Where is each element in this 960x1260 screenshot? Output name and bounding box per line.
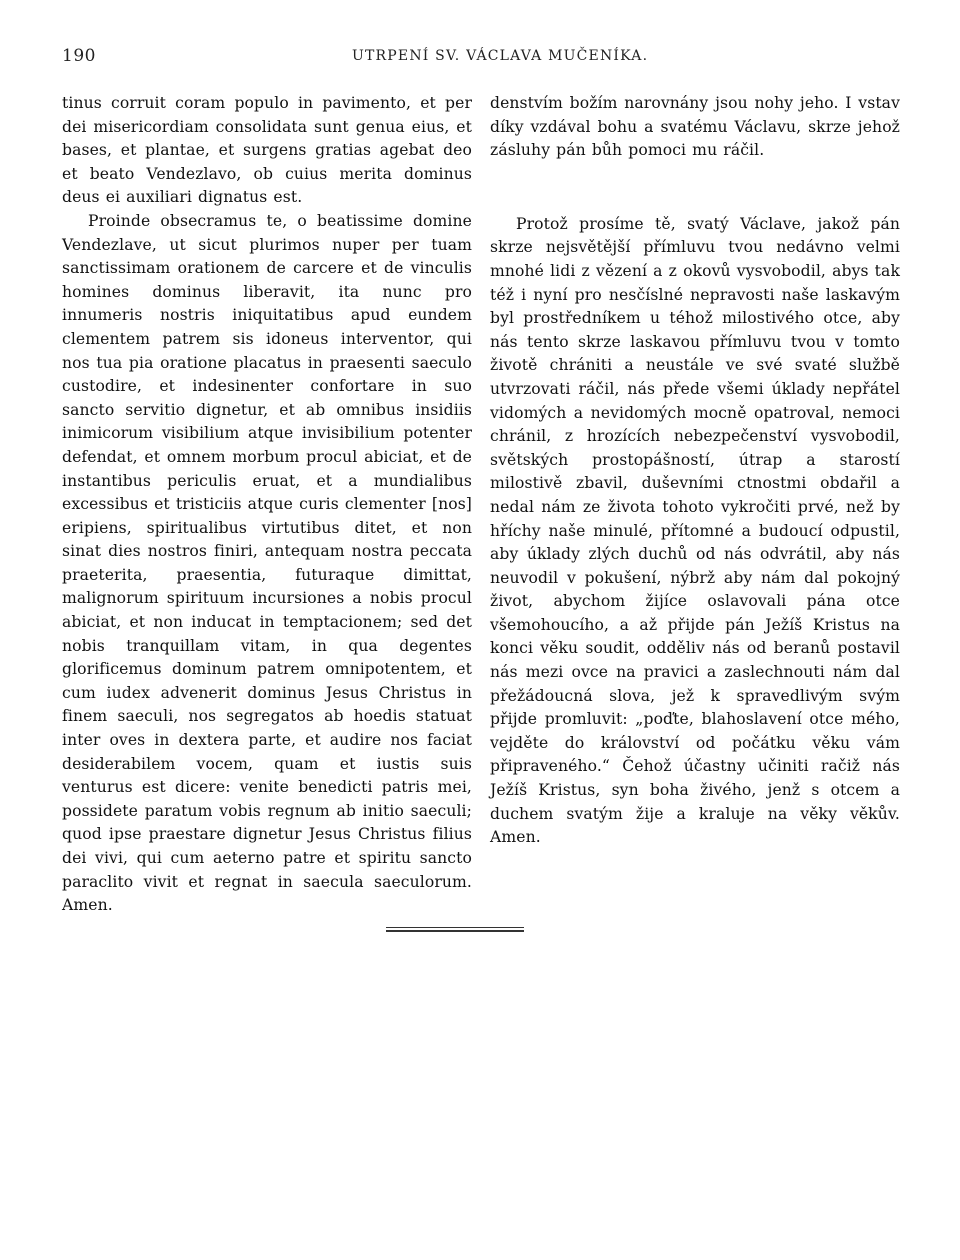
czech-paragraph-1: denstvím božím narovnány jsou nohy jeho. I vstav díky vzdával bohu a svatému Václavu, skrze jehož zásluhy pán bůh pomoci mu ráčil. xyxy=(490,94,900,160)
czech-paragraph-2: Protož prosíme tě, svatý Václave, jakož pán skrze nejsvětější přímluvu tvou nedávno velmi mnohé lidi z vězení a z okovů vysvobodil, abys tak též i nyní pro nesčíslné nepravosti naše laskavým byl prostředníkem u téhož milostivého otce, aby nás tento skrze laskavou přímluvu tvou v tomto životě chrániti a neustále ve své svaté službě utvrzovati ráčil, nás přede všemi úklady nepřátel vidomých a nevidomých mocně opatroval, nemoci chránil, z hrozících nebezpečenství vysvobodil, světských prostopášností, útrap a starostí milostivě zbavil, duševními ctnostmi obdařil a nedal nám ze života tohoto vykročiti prvé, než by hříchy naše minulé, přítomné a budoucí odpustil, aby úklady zlých duchů od nás odvrátil, aby nás neuvodil v pokušení, nýbrž aby nám dal pokojný život, abychom žijíce oslavovali pána otce všemohoucího, a až přijde pán Ježíš Kristus na konci věku soudit, odděliv nás od beranů postavil nás mezi ovce na pravici a zaslechnouti nám dal přežádoucná slova, jež k spravedlivým svým přijde promluvit: „poďte, blahoslavení otce mého, vejděte do království od počátku věku vám připraveného.“ Čehož účastny učiniti račiž nás Ježíš Kristus, syn boha živého, jenž s otcem a duchem svatým žije a kraluje na věky věkův. Amen. xyxy=(490,214,900,847)
latin-text-column xyxy=(62,92,472,918)
end-rule-thick xyxy=(386,930,524,932)
czech-text-column xyxy=(490,92,900,850)
page-header xyxy=(62,46,900,70)
paragraph-gap xyxy=(490,163,900,213)
running-title: UTRPENÍ SV. VÁCLAVA MUČENÍKA. xyxy=(352,48,649,64)
latin-paragraph-2: Proinde obsecramus te, o beatissime domine Vendezlave, ut sicut plurimos nuper per tuam sanctissimam orationem de carcere et de vinculis homines dominus liberavit, ita nunc pro innumeris nostris iniquitatibus apud eundem clementem patrem sis idoneus interventor, qui nos tua pia oratione placatus in praesenti saeculo custodire, et indesinenter confortare in suo sancto servitio dignetur, et ab omnibus insidiis inimicorum visibilium atque invisibilium potenter defendat, et omnem morbum procul abiciat, et de instantibus periculis eruat, et a mundialibus excessibus et tristiciis atque curis clementer [nos] eripiens, spiritualibus virtutibus ditet, et non sinat dies nostros finiri, antequam nostra peccata praeterita, praesentia, futuraque dimittat, malignorum spirituum incursiones a nobis procul abiciat, et non inducat in temptacionem; sed det nobis tranquillam vitam, in qua degentes glorificemus dominum patrem omnipotentem, et cum iudex advenerit dominus Jesus Christus in finem saeculi, nos segregatos ab hoedis statuat inter oves in dextera parte, et audire nos faciat desiderabilem vocem, quam et iustis suis venturus est dicere: venite benedicti patris mei, possidete paratum vobis regnum ab initio saeculi; quod ipse praestare dignetur Jesus Christus filius dei vivi, qui cum aeterno patre et spiritu sancto paraclito vivit et regnat in saecula saeculorum. Amen. xyxy=(62,211,472,915)
end-rule-thin xyxy=(386,927,524,928)
page-number: 190 xyxy=(62,46,96,66)
latin-paragraph-1: tinus corruit coram populo in pavimento, et per dei misericordiam consolidata sunt genua eius, et bases, et plantae, et surgens gratias agebat deo et beato Vendezlavo, ob cuius merita dominus deus ei auxiliari dignatus est. xyxy=(62,94,472,207)
